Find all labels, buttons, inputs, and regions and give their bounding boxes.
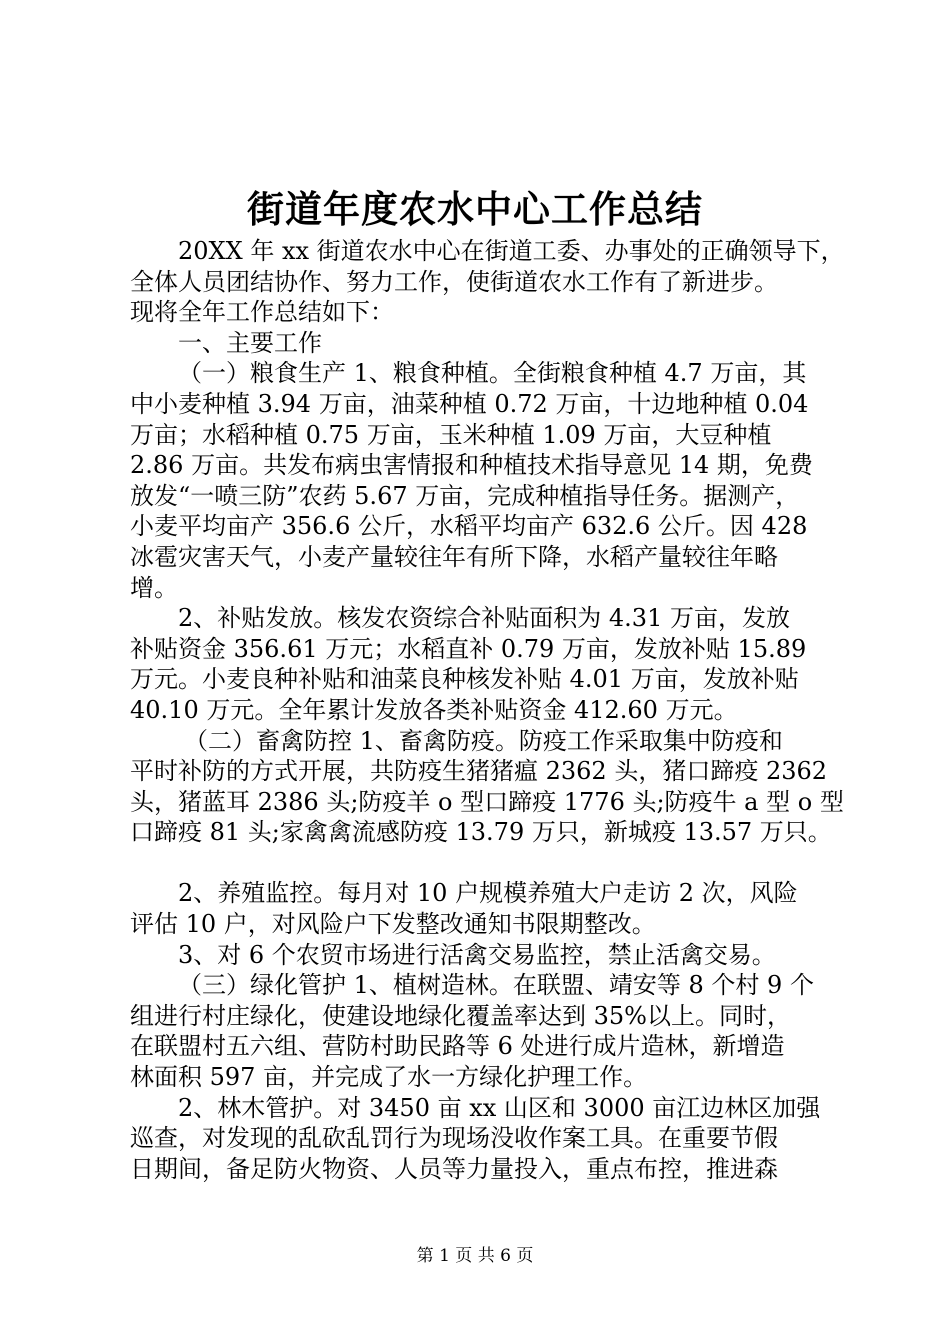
paragraph-line: （一）粮食生产 1、粮食种植。全街粮食种植 4.7 万亩，其: [178, 359, 807, 388]
paragraph-line: 增。: [130, 573, 178, 602]
paragraph-gap: [130, 848, 842, 879]
paragraph-line: 巡查，对发现的乱砍乱罚行为现场没收作案工具。在重要节假: [130, 1124, 778, 1153]
paragraph-line: 放发“一喷三防”农药 5.67 万亩，完成种植指导任务。据测产，: [130, 481, 800, 510]
paragraph-line: 头，猪蓝耳 2386 头;防疫羊 o 型口蹄疫 1776 头;防疫牛 a 型 o 型: [130, 787, 844, 816]
paragraph-line: 全体人员团结协作、努力工作，使街道农水工作有了新进步。: [130, 267, 778, 296]
paragraph-line: 40.10 万元。全年累计发放各类补贴资金 412.60 万元。: [130, 695, 738, 724]
paragraph-line: 口蹄疫 81 头;家禽禽流感防疫 13.79 万只，新城疫 13.57 万只。: [130, 818, 832, 847]
paragraph-line: 2、养殖监控。每月对 10 户规模养殖大户走访 2 次，风险: [178, 879, 798, 908]
paragraph-line: 中小麦种植 3.94 万亩，油菜种植 0.72 万亩，十边地种植 0.04: [130, 389, 809, 418]
paragraph-line: 林面积 597 亩，并完成了水一方绿化护理工作。: [130, 1063, 648, 1092]
paragraph-line: 冰雹灾害天气，小麦产量较往年有所下降，水稻产量较往年略: [130, 542, 778, 571]
page-number: 第 1 页 共 6 页: [416, 1246, 534, 1266]
paragraph-line: 2、林木管护。对 3450 亩 xx 山区和 3000 亩江边林区加强: [178, 1093, 821, 1122]
paragraph-line: 万亩；水稻种植 0.75 万亩，玉米种植 1.09 万亩，大豆种植: [130, 420, 772, 449]
paragraph-line: 现将全年工作总结如下：: [130, 298, 394, 327]
document-title: 街道年度农水中心工作总结: [247, 187, 703, 231]
paragraph-line: 补贴资金 356.61 万元；水稻直补 0.79 万亩，发放补贴 15.89: [130, 634, 807, 663]
document-body: [130, 236, 845, 1184]
paragraph-line: （三）绿化管护 1、植树造林。在联盟、靖安等 8 个村 9 个: [178, 971, 814, 1000]
paragraph-line: 日期间，备足防火物资、人员等力量投入，重点布控，推进森: [130, 1154, 778, 1183]
paragraph-line: 组进行村庄绿化，使建设地绿化覆盖率达到 35%以上。同时，: [130, 1001, 791, 1030]
paragraph-line: 20XX 年 xx 街道农水中心在街道工委、办事处的正确领导下，: [178, 237, 845, 265]
paragraph-line: 在联盟村五六组、营防村助民路等 6 处进行成片造林，新增造: [130, 1032, 785, 1061]
paragraph-line: （二）畜禽防控 1、畜禽防疫。防疫工作采取集中防疫和: [184, 726, 783, 755]
paragraph-line: 平时补防的方式开展，共防疫生猪猪瘟 2362 头，猪口蹄疫 2362: [130, 757, 828, 786]
paragraph-line: 评估 10 户，对风险户下发整改通知书限期整改。: [130, 910, 656, 939]
paragraph-line: 万元。小麦良种补贴和油菜良种核发补贴 4.01 万亩，发放补贴: [130, 665, 799, 694]
section-heading: 一、主要工作: [178, 328, 322, 357]
paragraph-line: 3、对 6 个农贸市场进行活禽交易监控，禁止活禽交易。: [178, 940, 776, 969]
paragraph-line: 2、补贴发放。核发农资综合补贴面积为 4.31 万亩，发放: [178, 604, 790, 633]
paragraph-line: 2.86 万亩。共发布病虫害情报和种植技术指导意见 14 期，免费: [130, 451, 813, 480]
paragraph-line: 小麦平均亩产 356.6 公斤，水稻平均亩产 632.6 公斤。因 428: [130, 512, 808, 541]
